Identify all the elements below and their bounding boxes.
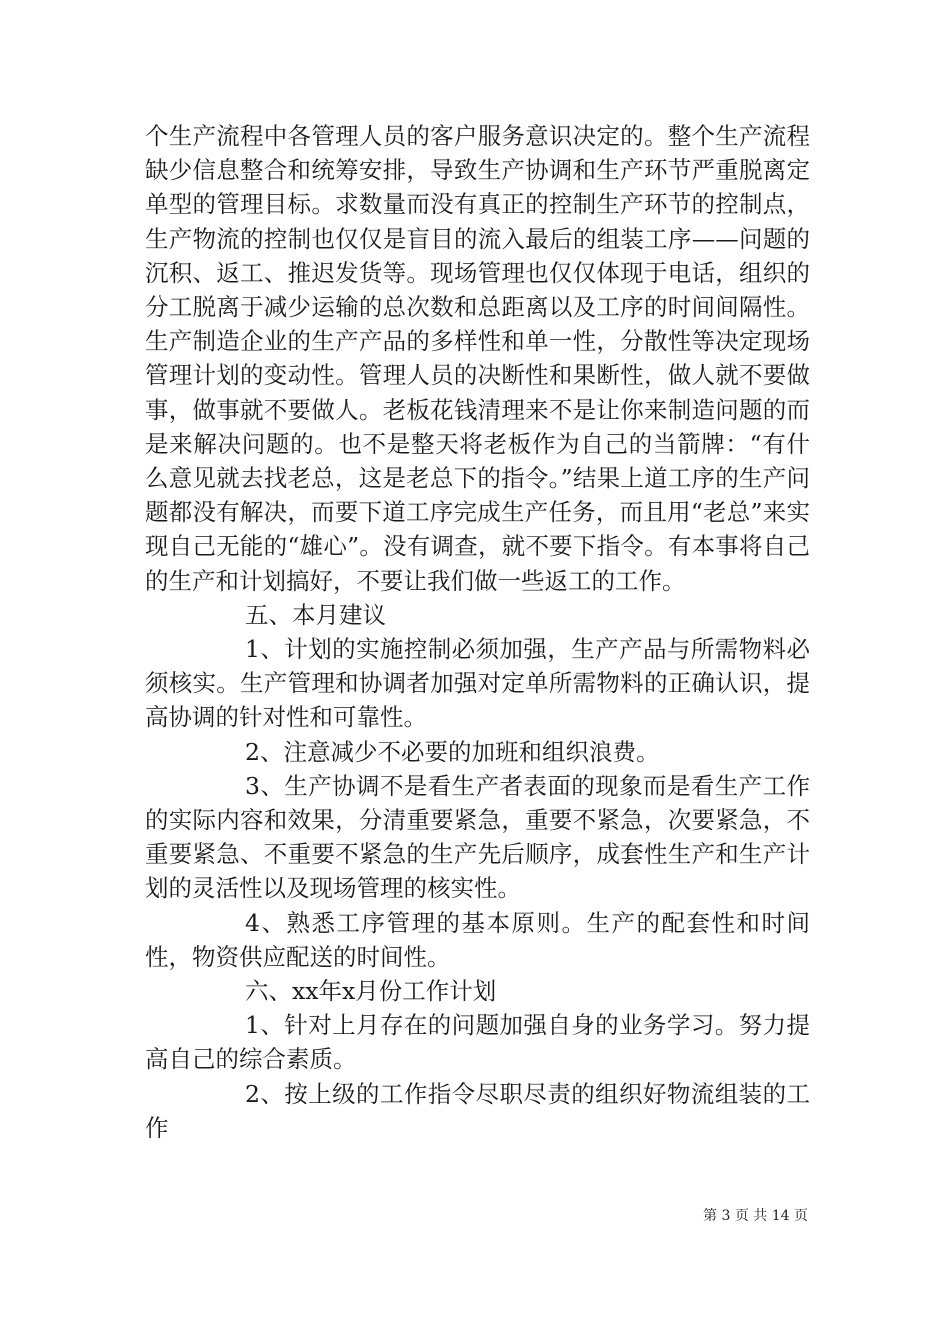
page-number-footer: 第 3 页 共 14 页 [703, 1208, 808, 1224]
suggestion-item-1: 1、计划的实施控制必须加强，生产产品与所需物料必须核实。生产管理和协调者加强对定单所需物料的正确认识，提高协调的针对性和可靠性。 [145, 635, 810, 732]
plan-item-1: 1、针对上月存在的问题加强自身的业务学习。努力提高自己的综合素质。 [145, 1011, 810, 1074]
paragraph-continuation: 个生产流程中各管理人员的客户服务意识决定的。整个生产流程缺少信息整合和统筹安排，导致生产协调和生产环节严重脱离定单型的管理目标。求数量而没有真正的控制生产环节的控制点，生产物流的控制也仅仅是盲目的流入最后的组装工序——问题的沉积、返工、推迟发货等。现场管理也仅仅体现于电话，组织的分工脱离于减少运输的总次数和总距离以及工序的时间间隔性。生产制造企业的生产产品的多样性和单一性，分散性等决定现场管理计划的变动性。管理人员的决断性和果断性，做人就不要做事，做事就不要做人。老板花钱清理来不是让你来制造问题的而是来解决问题的。也不是整天将老板作为自己的当箭牌：“有什么意见就去找老总，这是老总下的指令。”结果上道工序的生产问题都没有解决，而要下道工序完成生产任务，而且用“老总”来实现自己无能的“雄心”。没有调查，就不要下指令。有本事将自己的生产和计划搞好，不要让我们做一些返工的工作。 [145, 122, 810, 595]
suggestion-item-3: 3、生产协调不是看生产者表面的现象而是看生产工作的实际内容和效果，分清重要紧急，重要不紧急，次要紧急，不重要紧急、不重要不紧急的生产先后顺序，成套性生产和生产计划的灵活性以及现场管理的核实性。 [145, 771, 810, 903]
suggestion-item-2: 2、注意减少不必要的加班和组织浪费。 [245, 737, 660, 766]
section-heading-5: 五、本月建议 [245, 600, 386, 629]
plan-item-2: 2、按上级的工作指令尽职尽责的组织好物流组装的工作 [145, 1079, 810, 1142]
suggestion-item-4: 4、熟悉工序管理的基本原则。生产的配套性和时间性，物资供应配送的时间性。 [145, 908, 810, 971]
section-heading-6: 六、xx年x月份工作计划 [245, 977, 497, 1006]
document-body [145, 119, 810, 1145]
